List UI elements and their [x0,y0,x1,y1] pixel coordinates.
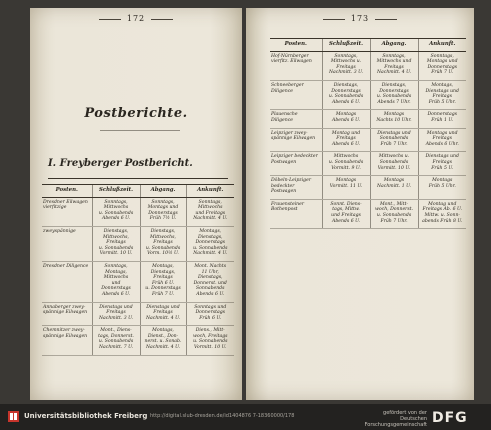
table-cell: Leipziger zwey- spännige Eilwagen [270,128,322,152]
page-number-left: 172 [30,14,242,23]
table-cell: Sonntags, Mittwochs u. Freitags Nachmitt. 3 U. [322,51,370,80]
table-cell: Montags, Dienstags, Freitags Früh 6 U. u. Donnerstags Früh 7 U. [140,261,186,302]
table-cell: Sonnt. Diens- tags, Mittw. und Freitags Abends 6 U. [322,199,370,228]
table-cell: Mittwochs u. Sonnabends Vormitt. 9 U. [322,152,370,176]
table-row [270,152,466,176]
table-cell: Montag und Freitags Ab. 6 U. Mittw. u. Sonn- abends Früh 8 U. [418,199,466,228]
table-cell: Chemnitzer zwey- spännige Eilwagen [42,326,92,355]
table-cell: Dienstags und Freitags Nachmitt. 4 U. [140,302,186,326]
table-cell: Sonntags, Montags und Donnerstags Früh 7½ U. [140,197,186,226]
table-row [270,80,466,109]
table-cell: Montags, Dienst., Don- nerst. u. Sonab. Nachmitt. 4 U. [140,326,186,355]
table-cell: Mont., Mitt- woch, Donnerst. u. Sonnabends Früh 7 Uhr. [370,199,418,228]
timetable-left [42,184,234,356]
page-number-right: 173 [246,14,474,23]
page-heading: Postberichte. [84,106,188,121]
table-cell: Montags Früh 5 Uhr. [418,176,466,200]
table-cell: Montags Abends 6 U. [322,110,370,128]
column-header: Ankunft. [186,185,234,198]
permalink-url[interactable]: http://digital.slub-dresden.de/id1404876 7-18360000/178 [150,413,295,419]
column-header: Ankunft. [418,39,466,52]
table-row [270,51,466,80]
table-row [270,176,466,200]
column-header: Posten. [42,185,92,198]
table-cell: Dresdner Diligence [42,261,92,302]
table-row [42,226,234,261]
table-cell: Sonntags, Montags und Donnerstags Früh 7 U. [418,51,466,80]
funding-note: gefördert von der Deutschen Forschungsgemeinschaft [364,410,427,428]
table-cell: Sonntags und Donnerstags Früh 6 U. [186,302,234,326]
table-row [42,261,234,302]
table-cell: Sonntags, Montags, Mittwochs und Donnerstags Abends 6 U. [92,261,140,302]
right-page [246,8,474,400]
table-cell: Dienstags, Mittwochs, Freitags u. Sonnabends Vorm. 10½ U. [140,226,186,261]
table-cell: Mont., Diens- tags, Donnerst. u. Sonnabends Nachmitt. 7 U. [92,326,140,355]
table-cell: Montag und Freitags Abends 6 U. [322,128,370,152]
table-row [42,197,234,226]
timetable-right [270,38,466,229]
table-cell: Leipziger bedeckter Postwagen [270,152,322,176]
table-row [270,128,466,152]
table-cell: Sonntags, Mittwochs und Freitags Nachmitt. 4 U. [370,51,418,80]
table-cell: Montags, Dienstags und Freitags Früh 5 Uhr. [418,80,466,109]
table-cell: Montags Nachts 10 Uhr. [370,110,418,128]
table-cell: Hof-Nürnberger vierfitz. Eilwagen [270,51,322,80]
table-cell: Mittwochs u. Sonnabends Vormitt. 10 U. [370,152,418,176]
table-cell: Dienstags, Donnerstags u. Sonnabends Abends 7 Uhr. [370,80,418,109]
dfg-logo[interactable]: DFG [432,410,468,426]
table-row [42,326,234,355]
table-cell: Dienstags, Mittwochs, Freitags u. Sonnabends Vormitt. 10 U. [92,226,140,261]
table-cell: Dienstags und Freitags Früh 5 U. [418,152,466,176]
column-header: Abgang. [140,185,186,198]
table-cell: Döbeln-Leipziger bedeckter Postwagen [270,176,322,200]
table-cell: Plauensche Diligence [270,110,322,128]
table-cell: Frauensteiner Bothenpost [270,199,322,228]
table-cell: Montags Vormitt. 11 U. [322,176,370,200]
table-cell: Mont. Nachts 11 Uhr, Dienstags, Donnerst. und Sonnabends Abends 6 U. [186,261,234,302]
table-cell: Diens., Mitt- woch, Freitags u. Sonnabends Vormitt. 10 U. [186,326,234,355]
table-row [42,302,234,326]
table-cell: Montags Nachmitt. 1 U. [370,176,418,200]
heading-divider [100,130,180,131]
column-header: Posten. [270,39,322,52]
library-logo-icon [8,411,19,422]
section-rule [48,178,228,179]
table-cell: Dienstags und Freitags Nachmitt. 3 U. [92,302,140,326]
table-cell: zweyspännige [42,226,92,261]
table-cell: Dresdner Eilwagen vierfitzige [42,197,92,226]
column-header: Schlußzeit. [322,39,370,52]
section-subheading: I. Freyberger Postbericht. [48,158,193,169]
table-cell: Annaberger zwey- spännige Eilwagen [42,302,92,326]
table-row [270,199,466,228]
table-cell: Montags und Freitags Abends 6 Uhr. [418,128,466,152]
library-name[interactable]: Universitätsbibliothek Freiberg [24,412,148,420]
table-cell: Dienstags, Donnerstags u. Sonnabends Abends 6 U. [322,80,370,109]
table-cell: Schneeberger Diligence [270,80,322,109]
left-page [30,8,242,400]
viewer-footer [0,404,491,430]
column-header: Abgang. [370,39,418,52]
table-cell: Donnerstags Früh 1 U. [418,110,466,128]
column-header: Schlußzeit. [92,185,140,198]
table-cell: Dienstags und Sonnabends Früh 7 Uhr. [370,128,418,152]
table-cell: Sonntags, Mittwochs u. Sonnabends Abends 6 U. [92,197,140,226]
table-cell: Sonntags, Mittwochs und Freitags Nachmitt. 4 U. [186,197,234,226]
table-cell: Montags, Dienstags, Donnerstags u. Sonnabends Nachmitt. 4 U. [186,226,234,261]
table-row [270,110,466,128]
